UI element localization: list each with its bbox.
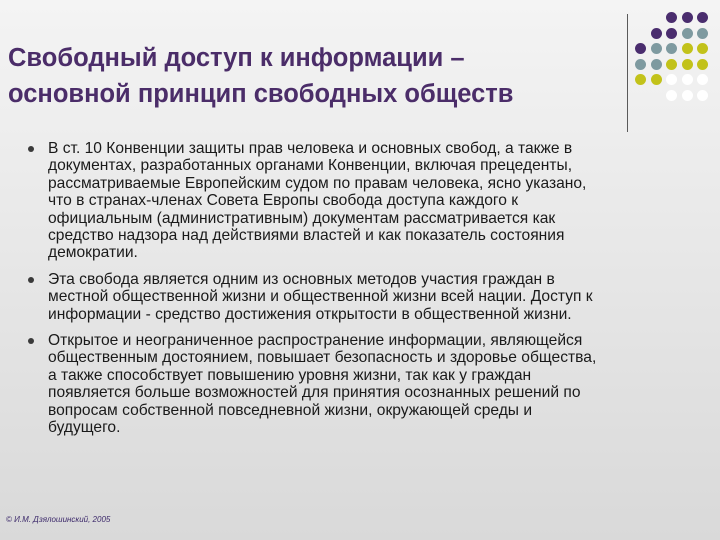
- bullet-text-line: средство надзора над действиями властей и как показатель состояния: [48, 227, 565, 245]
- bullet-text-line: официальным (административным) документам рассматривается как: [48, 209, 556, 227]
- decorative-vertical-line: [627, 14, 628, 132]
- bullet-text-line: будущего.: [48, 419, 121, 437]
- bullet-text-line: общественным достоянием, повышает безопасность и здоровье общества,: [48, 349, 597, 367]
- bullet-text-line: появляется больше возможностей для принятия осознанных решений по: [48, 384, 581, 402]
- decorative-dot: [666, 90, 677, 101]
- bullet-text-line: демократии.: [48, 244, 138, 262]
- decorative-dot: [666, 74, 677, 85]
- decorative-dot: [635, 59, 646, 70]
- bullet-text-line: рассматриваемые Европейским судом по правам человека, ясно указано,: [48, 174, 587, 192]
- decorative-dot: [697, 74, 708, 85]
- bullet-text-line: В ст. 10 Конвенции защиты прав человека и основных свобод, а также в: [48, 140, 573, 157]
- bullet-list: [28, 140, 688, 446]
- decorative-dot: [651, 74, 662, 85]
- decorative-dot: [697, 59, 708, 70]
- bullet-text-line: местной общественной жизни и общественной жизни всей нации. Доступ к: [48, 288, 593, 306]
- bullet-text-line: Открытое и неограниченное распространение информации, являющейся: [48, 332, 583, 350]
- decorative-dot: [682, 12, 693, 23]
- bullet-dot-icon: [28, 338, 34, 344]
- decorative-dot: [666, 59, 677, 70]
- bullet-item: [28, 271, 688, 323]
- bullet-text-line: документах, разработанных органами Конвенции, включая прецеденты,: [48, 157, 573, 175]
- decorative-dot: [697, 12, 708, 23]
- slide-title-line-1: Свободный доступ к информации –: [8, 44, 465, 72]
- decorative-dot: [651, 59, 662, 70]
- decorative-dot: [651, 43, 662, 54]
- decorative-dot: [682, 43, 693, 54]
- copyright-footer: © И.М. Дзялошинский, 2005: [6, 515, 111, 524]
- decorative-dot-grid: [641, 12, 720, 112]
- decorative-dot: [697, 90, 708, 101]
- decorative-dot: [651, 28, 662, 39]
- decorative-dot: [666, 43, 677, 54]
- bullet-text-line: информации - средство достижения открытости в общественной жизни.: [48, 305, 572, 323]
- slide-title: [8, 40, 608, 112]
- decorative-dot: [635, 74, 646, 85]
- bullet-text-line: Эта свобода является одним из основных методов участия граждан в: [48, 270, 555, 288]
- decorative-dot: [666, 28, 677, 39]
- bullet-text-line: а также способствует повышению уровня жизни, так как у граждан: [48, 366, 532, 384]
- decorative-dot: [682, 90, 693, 101]
- decorative-dot: [682, 59, 693, 70]
- bullet-text-line: что в странах-членах Совета Европы свобода доступа каждого к: [48, 192, 519, 210]
- bullet-dot-icon: [28, 146, 34, 152]
- decorative-dot: [697, 28, 708, 39]
- bullet-item: [28, 140, 688, 262]
- slide-title-line-2: основной принцип свободных обществ: [8, 80, 514, 108]
- decorative-dot: [682, 28, 693, 39]
- decorative-dot: [666, 12, 677, 23]
- decorative-dot: [635, 43, 646, 54]
- bullet-dot-icon: [28, 277, 34, 283]
- bullet-text-line: вопросам собственной повседневной жизни, окружающей среды и: [48, 401, 533, 419]
- bullet-item: [28, 332, 688, 436]
- decorative-dot: [682, 74, 693, 85]
- decorative-dot: [697, 43, 708, 54]
